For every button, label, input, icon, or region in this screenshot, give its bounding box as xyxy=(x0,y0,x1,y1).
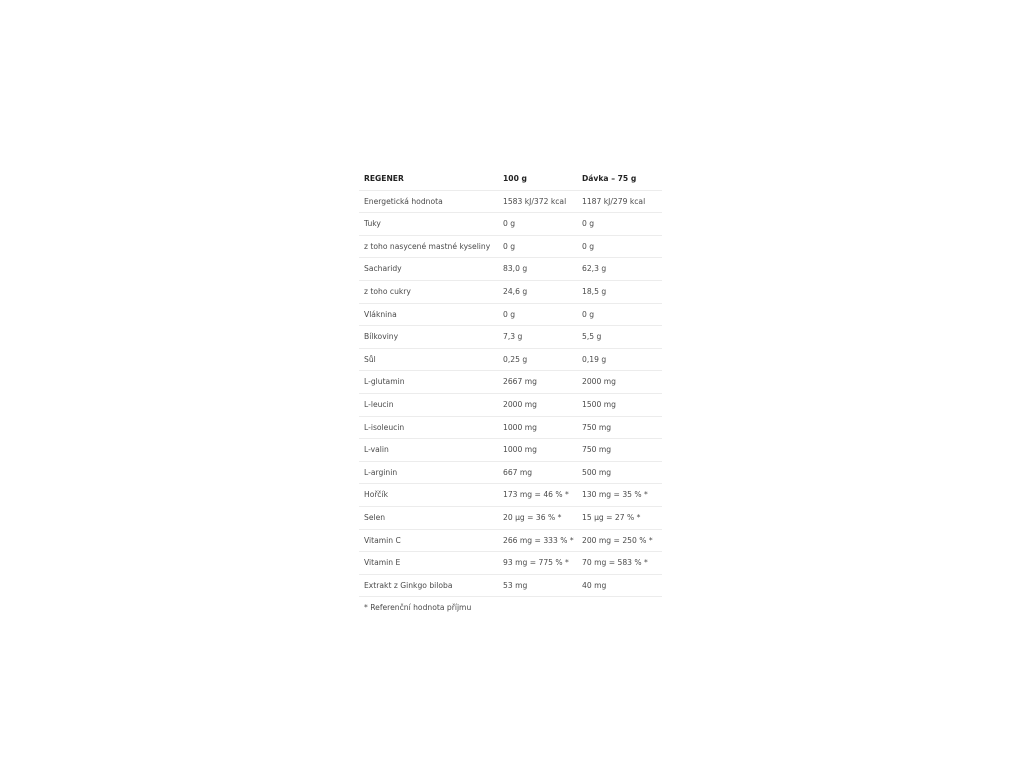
value-per-100g: 83,0 g xyxy=(498,258,577,281)
nutrient-name: L-glutamin xyxy=(359,371,498,394)
table-row xyxy=(359,280,662,303)
value-per-serving: 750 mg xyxy=(577,439,662,462)
header-per-serving: Dávka – 75 g xyxy=(577,168,662,190)
table-row xyxy=(359,258,662,281)
nutrient-name: z toho nasycené mastné kyseliny xyxy=(359,235,498,258)
value-per-100g: 0 g xyxy=(498,303,577,326)
value-per-100g: 2000 mg xyxy=(498,393,577,416)
nutrient-name: Hořčík xyxy=(359,484,498,507)
nutrition-facts xyxy=(359,168,662,614)
value-per-serving: 750 mg xyxy=(577,416,662,439)
value-per-serving: 2000 mg xyxy=(577,371,662,394)
table-row xyxy=(359,348,662,371)
nutrient-name: Bílkoviny xyxy=(359,326,498,349)
value-per-100g: 24,6 g xyxy=(498,280,577,303)
value-per-100g: 1000 mg xyxy=(498,416,577,439)
nutrient-name: L-valin xyxy=(359,439,498,462)
table-row xyxy=(359,552,662,575)
value-per-serving: 62,3 g xyxy=(577,258,662,281)
value-per-serving: 1187 kJ/279 kcal xyxy=(577,190,662,213)
table-row xyxy=(359,506,662,529)
value-per-100g: 53 mg xyxy=(498,574,577,597)
table-row xyxy=(359,393,662,416)
value-per-100g: 0,25 g xyxy=(498,348,577,371)
value-per-serving: 15 µg = 27 % * xyxy=(577,506,662,529)
value-per-100g: 2667 mg xyxy=(498,371,577,394)
value-per-serving: 1500 mg xyxy=(577,393,662,416)
nutrient-name: L-arginin xyxy=(359,461,498,484)
table-row xyxy=(359,303,662,326)
nutrient-name: Vláknina xyxy=(359,303,498,326)
table-header-row xyxy=(359,168,662,190)
value-per-serving: 0 g xyxy=(577,213,662,236)
value-per-100g: 7,3 g xyxy=(498,326,577,349)
table-body xyxy=(359,190,662,597)
footnote: * Referenční hodnota příjmu xyxy=(364,603,472,613)
value-per-serving: 5,5 g xyxy=(577,326,662,349)
value-per-100g: 0 g xyxy=(498,235,577,258)
value-per-serving: 0 g xyxy=(577,235,662,258)
value-per-serving: 0,19 g xyxy=(577,348,662,371)
value-per-serving: 40 mg xyxy=(577,574,662,597)
value-per-serving: 0 g xyxy=(577,303,662,326)
table-row xyxy=(359,439,662,462)
nutrient-name: Extrakt z Ginkgo biloba xyxy=(359,574,498,597)
table-row xyxy=(359,213,662,236)
nutrition-table xyxy=(359,168,662,597)
value-per-100g: 0 g xyxy=(498,213,577,236)
value-per-100g: 93 mg = 775 % * xyxy=(498,552,577,575)
table-row xyxy=(359,371,662,394)
value-per-serving: 130 mg = 35 % * xyxy=(577,484,662,507)
value-per-100g: 667 mg xyxy=(498,461,577,484)
nutrient-name: Vitamin C xyxy=(359,529,498,552)
value-per-serving: 500 mg xyxy=(577,461,662,484)
nutrient-name: Sůl xyxy=(359,348,498,371)
nutrient-name: Sacharidy xyxy=(359,258,498,281)
table-row xyxy=(359,461,662,484)
value-per-100g: 266 mg = 333 % * xyxy=(498,529,577,552)
table-row xyxy=(359,190,662,213)
table-row xyxy=(359,529,662,552)
header-product-name: REGENER xyxy=(359,168,498,190)
nutrient-name: Tuky xyxy=(359,213,498,236)
table-row xyxy=(359,326,662,349)
table-row xyxy=(359,574,662,597)
nutrient-name: Vitamin E xyxy=(359,552,498,575)
value-per-serving: 200 mg = 250 % * xyxy=(577,529,662,552)
nutrient-name: z toho cukry xyxy=(359,280,498,303)
value-per-100g: 173 mg = 46 % * xyxy=(498,484,577,507)
table-row xyxy=(359,235,662,258)
value-per-serving: 70 mg = 583 % * xyxy=(577,552,662,575)
nutrient-name: L-leucin xyxy=(359,393,498,416)
value-per-100g: 20 µg = 36 % * xyxy=(498,506,577,529)
nutrient-name: Energetická hodnota xyxy=(359,190,498,213)
table-row xyxy=(359,416,662,439)
nutrient-name: Selen xyxy=(359,506,498,529)
value-per-serving: 18,5 g xyxy=(577,280,662,303)
table-row xyxy=(359,484,662,507)
header-per-100g: 100 g xyxy=(498,168,577,190)
nutrient-name: L-isoleucin xyxy=(359,416,498,439)
value-per-100g: 1583 kJ/372 kcal xyxy=(498,190,577,213)
value-per-100g: 1000 mg xyxy=(498,439,577,462)
